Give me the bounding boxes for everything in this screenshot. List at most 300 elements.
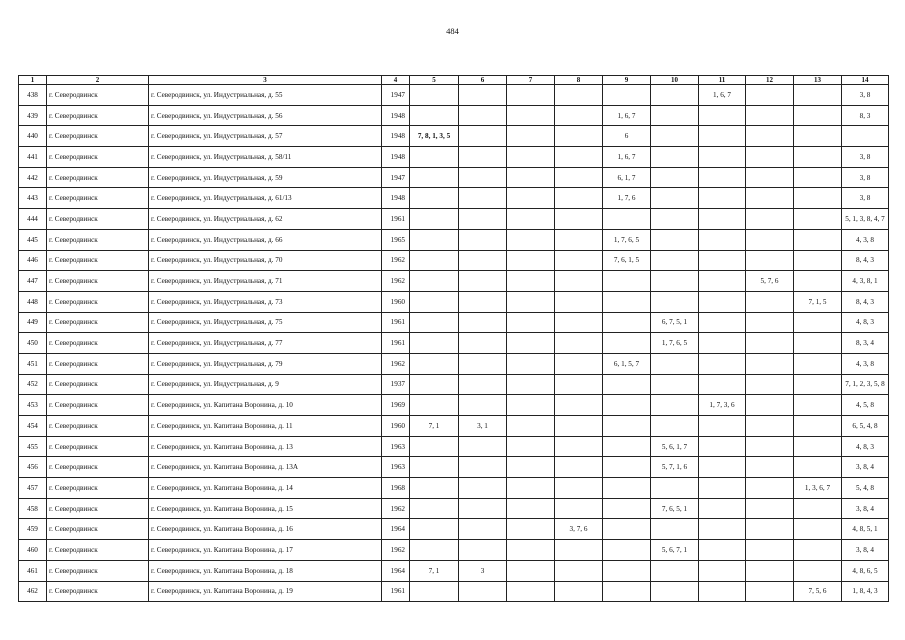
table-cell-col-5 <box>410 85 459 106</box>
table-cell-col-2: г. Северодвинск <box>47 478 149 499</box>
table-cell-col-4: 1960 <box>382 416 410 437</box>
table-cell-col-2: г. Северодвинск <box>47 519 149 540</box>
table-cell-col-14: 4, 8, 3 <box>842 312 889 333</box>
table-cell-col-12 <box>746 105 794 126</box>
table-cell-col-1: 459 <box>19 519 47 540</box>
table-cell-col-12 <box>746 581 794 602</box>
table-cell-col-5 <box>410 291 459 312</box>
table-cell-col-7 <box>507 209 555 230</box>
table-cell-col-11 <box>699 581 746 602</box>
table-cell-col-8 <box>555 209 603 230</box>
table-cell-col-9 <box>603 374 651 395</box>
table-cell-col-14: 6, 5, 4, 8 <box>842 416 889 437</box>
table-cell-col-14: 4, 3, 8 <box>842 353 889 374</box>
table-cell-col-6 <box>459 498 507 519</box>
table-cell-col-5 <box>410 498 459 519</box>
table-cell-col-10 <box>651 229 699 250</box>
table-cell-col-9: 1, 7, 6, 5 <box>603 229 651 250</box>
table-row <box>19 312 889 333</box>
table-cell-col-5 <box>410 229 459 250</box>
table-cell-col-3: г. Северодвинск, ул. Индустриальная, д. 66 <box>149 229 382 250</box>
table-cell-col-6 <box>459 105 507 126</box>
table-cell-col-6 <box>459 353 507 374</box>
table-cell-col-5 <box>410 457 459 478</box>
table-cell-col-6 <box>459 478 507 499</box>
table-cell-col-10 <box>651 353 699 374</box>
table-cell-col-1: 455 <box>19 436 47 457</box>
table-cell-col-8 <box>555 105 603 126</box>
table-cell-col-3: г. Северодвинск, ул. Капитана Воронина, д. 16 <box>149 519 382 540</box>
table-cell-col-4: 1962 <box>382 250 410 271</box>
table-cell-col-8 <box>555 581 603 602</box>
table-cell-col-13 <box>794 416 842 437</box>
table-cell-col-6 <box>459 229 507 250</box>
table-cell-col-13 <box>794 85 842 106</box>
table-cell-col-6 <box>459 147 507 168</box>
table-cell-col-11 <box>699 291 746 312</box>
table-cell-col-3: г. Северодвинск, ул. Капитана Воронина, д. 14 <box>149 478 382 499</box>
table-cell-col-13 <box>794 147 842 168</box>
table-cell-col-3: г. Северодвинск, ул. Капитана Воронина, д. 17 <box>149 540 382 561</box>
table-cell-col-9 <box>603 271 651 292</box>
table-cell-col-14: 8, 3, 4 <box>842 333 889 354</box>
table-cell-col-3: г. Северодвинск, ул. Капитана Воронина, д. 13 <box>149 436 382 457</box>
table-cell-col-12 <box>746 126 794 147</box>
table-cell-col-11 <box>699 167 746 188</box>
table-cell-col-2: г. Северодвинск <box>47 498 149 519</box>
table-cell-col-11 <box>699 478 746 499</box>
table-cell-col-14: 8, 4, 3 <box>842 250 889 271</box>
table-cell-col-8 <box>555 229 603 250</box>
table-cell-col-9 <box>603 498 651 519</box>
table-row <box>19 291 889 312</box>
table-cell-col-4: 1961 <box>382 333 410 354</box>
table-cell-col-7 <box>507 353 555 374</box>
table-cell-col-13 <box>794 126 842 147</box>
column-header-14: 14 <box>842 76 889 85</box>
table-cell-col-4: 1963 <box>382 436 410 457</box>
table-cell-col-13: 7, 5, 6 <box>794 581 842 602</box>
table-cell-col-13 <box>794 250 842 271</box>
table-row <box>19 519 889 540</box>
table-cell-col-6: 3 <box>459 560 507 581</box>
table-cell-col-8 <box>555 167 603 188</box>
table-cell-col-7 <box>507 147 555 168</box>
table-cell-col-2: г. Северодвинск <box>47 581 149 602</box>
table-cell-col-8 <box>555 353 603 374</box>
table-cell-col-3: г. Северодвинск, ул. Капитана Воронина, д. 19 <box>149 581 382 602</box>
table-cell-col-3: г. Северодвинск, ул. Индустриальная, д. 56 <box>149 105 382 126</box>
table-cell-col-11 <box>699 312 746 333</box>
table-cell-col-9: 1, 6, 7 <box>603 147 651 168</box>
table-cell-col-9 <box>603 457 651 478</box>
table-cell-col-1: 439 <box>19 105 47 126</box>
table-cell-col-11 <box>699 498 746 519</box>
table-cell-col-11 <box>699 560 746 581</box>
table-cell-col-8: 3, 7, 6 <box>555 519 603 540</box>
table-cell-col-7 <box>507 395 555 416</box>
table-cell-col-1: 440 <box>19 126 47 147</box>
table-cell-col-4: 1961 <box>382 312 410 333</box>
table-row <box>19 560 889 581</box>
table-cell-col-4: 1964 <box>382 560 410 581</box>
table-cell-col-2: г. Северодвинск <box>47 457 149 478</box>
table-cell-col-1: 448 <box>19 291 47 312</box>
table-cell-col-2: г. Северодвинск <box>47 147 149 168</box>
table-cell-col-7 <box>507 498 555 519</box>
table-cell-col-14: 3, 8 <box>842 167 889 188</box>
table-cell-col-12 <box>746 478 794 499</box>
table-row <box>19 209 889 230</box>
table-cell-col-14: 3, 8, 4 <box>842 540 889 561</box>
table-cell-col-9: 6, 1, 5, 7 <box>603 353 651 374</box>
table-row <box>19 229 889 250</box>
table-cell-col-5 <box>410 147 459 168</box>
housing-register-table <box>18 75 889 602</box>
table-cell-col-12 <box>746 560 794 581</box>
table-cell-col-1: 457 <box>19 478 47 499</box>
table-cell-col-11 <box>699 209 746 230</box>
table-cell-col-7 <box>507 436 555 457</box>
table-cell-col-5 <box>410 188 459 209</box>
table-cell-col-1: 458 <box>19 498 47 519</box>
table-cell-col-14: 3, 8 <box>842 147 889 168</box>
table-cell-col-4: 1960 <box>382 291 410 312</box>
table-cell-col-13 <box>794 312 842 333</box>
table-cell-col-4: 1948 <box>382 105 410 126</box>
table-cell-col-14: 4, 5, 8 <box>842 395 889 416</box>
table-cell-col-13 <box>794 333 842 354</box>
table-cell-col-7 <box>507 333 555 354</box>
table-cell-col-11 <box>699 519 746 540</box>
table-cell-col-4: 1947 <box>382 85 410 106</box>
table-cell-col-2: г. Северодвинск <box>47 333 149 354</box>
table-cell-col-5 <box>410 436 459 457</box>
table-cell-col-4: 1948 <box>382 188 410 209</box>
table-row <box>19 540 889 561</box>
table-cell-col-1: 443 <box>19 188 47 209</box>
table-cell-col-6 <box>459 312 507 333</box>
table-cell-col-14: 3, 8 <box>842 85 889 106</box>
table-cell-col-10: 5, 7, 1, 6 <box>651 457 699 478</box>
column-header-5: 5 <box>410 76 459 85</box>
table-cell-col-2: г. Северодвинск <box>47 209 149 230</box>
table-cell-col-5 <box>410 250 459 271</box>
table-cell-col-1: 444 <box>19 209 47 230</box>
table-cell-col-5 <box>410 312 459 333</box>
table-cell-col-3: г. Северодвинск, ул. Индустриальная, д. 79 <box>149 353 382 374</box>
table-cell-col-2: г. Северодвинск <box>47 229 149 250</box>
table-cell-col-7 <box>507 312 555 333</box>
table-cell-col-5: 7, 1 <box>410 560 459 581</box>
table-cell-col-12 <box>746 291 794 312</box>
table-row <box>19 167 889 188</box>
table-cell-col-5 <box>410 333 459 354</box>
table-cell-col-13 <box>794 519 842 540</box>
table-cell-col-6 <box>459 167 507 188</box>
table-cell-col-13 <box>794 436 842 457</box>
table-cell-col-10 <box>651 85 699 106</box>
table-cell-col-1: 445 <box>19 229 47 250</box>
table-cell-col-8 <box>555 147 603 168</box>
table-cell-col-13 <box>794 457 842 478</box>
table-cell-col-8 <box>555 271 603 292</box>
table-cell-col-14: 5, 4, 8 <box>842 478 889 499</box>
table-cell-col-8 <box>555 291 603 312</box>
table-cell-col-14: 8, 3 <box>842 105 889 126</box>
table-cell-col-2: г. Северодвинск <box>47 85 149 106</box>
table-cell-col-2: г. Северодвинск <box>47 540 149 561</box>
table-cell-col-7 <box>507 457 555 478</box>
table-row <box>19 85 889 106</box>
table-cell-col-7 <box>507 188 555 209</box>
table-cell-col-2: г. Северодвинск <box>47 291 149 312</box>
table-cell-col-1: 447 <box>19 271 47 292</box>
table-cell-col-12 <box>746 188 794 209</box>
table-cell-col-6 <box>459 291 507 312</box>
table-cell-col-14: 3, 8, 4 <box>842 498 889 519</box>
table-row <box>19 353 889 374</box>
table-cell-col-13: 7, 1, 5 <box>794 291 842 312</box>
table-cell-col-13 <box>794 540 842 561</box>
table-cell-col-9 <box>603 519 651 540</box>
table-row <box>19 457 889 478</box>
table-cell-col-12 <box>746 312 794 333</box>
table-cell-col-8 <box>555 250 603 271</box>
table-cell-col-10: 7, 6, 5, 1 <box>651 498 699 519</box>
table-cell-col-4: 1962 <box>382 498 410 519</box>
table-cell-col-9: 6 <box>603 126 651 147</box>
table-cell-col-8 <box>555 312 603 333</box>
table-cell-col-3: г. Северодвинск, ул. Индустриальная, д. 71 <box>149 271 382 292</box>
table-cell-col-12 <box>746 167 794 188</box>
table-cell-col-9 <box>603 312 651 333</box>
table-cell-col-1: 450 <box>19 333 47 354</box>
table-cell-col-8 <box>555 457 603 478</box>
table-cell-col-8 <box>555 188 603 209</box>
table-cell-col-7 <box>507 271 555 292</box>
table-cell-col-11 <box>699 105 746 126</box>
table-cell-col-13 <box>794 271 842 292</box>
table-row <box>19 498 889 519</box>
table-cell-col-6: 3, 1 <box>459 416 507 437</box>
table-cell-col-14: 1, 8, 4, 3 <box>842 581 889 602</box>
table-cell-col-7 <box>507 167 555 188</box>
table-cell-col-10 <box>651 374 699 395</box>
table-cell-col-14: 4, 8, 3 <box>842 436 889 457</box>
table-cell-col-2: г. Северодвинск <box>47 395 149 416</box>
table-cell-col-2: г. Северодвинск <box>47 353 149 374</box>
column-header-13: 13 <box>794 76 842 85</box>
table-cell-col-10 <box>651 188 699 209</box>
table-cell-col-2: г. Северодвинск <box>47 188 149 209</box>
table-cell-col-4: 1962 <box>382 271 410 292</box>
table-cell-col-14: 4, 8, 5, 1 <box>842 519 889 540</box>
table-cell-col-9: 6, 1, 7 <box>603 167 651 188</box>
table-cell-col-12 <box>746 416 794 437</box>
column-header-4: 4 <box>382 76 410 85</box>
table-cell-col-12 <box>746 395 794 416</box>
table-cell-col-11 <box>699 374 746 395</box>
table-cell-col-3: г. Северодвинск, ул. Индустриальная, д. 9 <box>149 374 382 395</box>
table-cell-col-6 <box>459 333 507 354</box>
table-cell-col-4: 1961 <box>382 209 410 230</box>
table-cell-col-14: 4, 8, 6, 5 <box>842 560 889 581</box>
table-cell-col-11 <box>699 271 746 292</box>
table-cell-col-3: г. Северодвинск, ул. Капитана Воронина, д. 13А <box>149 457 382 478</box>
table-cell-col-5 <box>410 353 459 374</box>
table-cell-col-1: 461 <box>19 560 47 581</box>
table-cell-col-3: г. Северодвинск, ул. Капитана Воронина, д. 15 <box>149 498 382 519</box>
column-header-2: 2 <box>47 76 149 85</box>
table-cell-col-7 <box>507 478 555 499</box>
table-cell-col-9 <box>603 540 651 561</box>
table-cell-col-3: г. Северодвинск, ул. Индустриальная, д. 57 <box>149 126 382 147</box>
table-cell-col-10 <box>651 291 699 312</box>
table-cell-col-14: 4, 3, 8 <box>842 229 889 250</box>
table-cell-col-6 <box>459 519 507 540</box>
table-cell-col-1: 451 <box>19 353 47 374</box>
table-cell-col-10 <box>651 395 699 416</box>
table-cell-col-12 <box>746 250 794 271</box>
column-header-8: 8 <box>555 76 603 85</box>
table-cell-col-12 <box>746 229 794 250</box>
table-cell-col-4: 1948 <box>382 126 410 147</box>
table-cell-col-9 <box>603 560 651 581</box>
table-cell-col-3: г. Северодвинск, ул. Индустриальная, д. 70 <box>149 250 382 271</box>
table-cell-col-13 <box>794 229 842 250</box>
table-row <box>19 271 889 292</box>
table-cell-col-10 <box>651 560 699 581</box>
column-header-9: 9 <box>603 76 651 85</box>
table-cell-col-7 <box>507 374 555 395</box>
table-cell-col-4: 1964 <box>382 519 410 540</box>
table-cell-col-4: 1965 <box>382 229 410 250</box>
table-row <box>19 416 889 437</box>
table-cell-col-10 <box>651 250 699 271</box>
table-row <box>19 581 889 602</box>
table-cell-col-5 <box>410 105 459 126</box>
column-header-10: 10 <box>651 76 699 85</box>
table-cell-col-11 <box>699 188 746 209</box>
table-cell-col-2: г. Северодвинск <box>47 126 149 147</box>
table-cell-col-1: 456 <box>19 457 47 478</box>
table-cell-col-8 <box>555 540 603 561</box>
table-cell-col-12 <box>746 333 794 354</box>
table-cell-col-5 <box>410 581 459 602</box>
table-cell-col-9: 1, 6, 7 <box>603 105 651 126</box>
table-cell-col-13 <box>794 560 842 581</box>
table-cell-col-2: г. Северодвинск <box>47 374 149 395</box>
table-cell-col-11 <box>699 250 746 271</box>
table-cell-col-3: г. Северодвинск, ул. Индустриальная, д. 73 <box>149 291 382 312</box>
table-cell-col-7 <box>507 126 555 147</box>
table-cell-col-13 <box>794 374 842 395</box>
table-cell-col-9 <box>603 436 651 457</box>
table-row <box>19 395 889 416</box>
table-cell-col-3: г. Северодвинск, ул. Индустриальная, д. 61/13 <box>149 188 382 209</box>
table-cell-col-3: г. Северодвинск, ул. Капитана Воронина, д. 18 <box>149 560 382 581</box>
table-cell-col-5 <box>410 478 459 499</box>
table-cell-col-2: г. Северодвинск <box>47 312 149 333</box>
table-cell-col-5: 7, 1 <box>410 416 459 437</box>
table-cell-col-3: г. Северодвинск, ул. Индустриальная, д. 77 <box>149 333 382 354</box>
table-cell-col-8 <box>555 126 603 147</box>
table-cell-col-13 <box>794 188 842 209</box>
table-cell-col-11 <box>699 416 746 437</box>
table-cell-col-2: г. Северодвинск <box>47 105 149 126</box>
table-cell-col-10 <box>651 105 699 126</box>
table-cell-col-7 <box>507 560 555 581</box>
table-cell-col-12 <box>746 209 794 230</box>
table-cell-col-3: г. Северодвинск, ул. Индустриальная, д. 58/11 <box>149 147 382 168</box>
table-cell-col-14: 4, 3, 8, 1 <box>842 271 889 292</box>
table-cell-col-4: 1969 <box>382 395 410 416</box>
table-cell-col-4: 1968 <box>382 478 410 499</box>
table-cell-col-6 <box>459 395 507 416</box>
table-cell-col-12 <box>746 457 794 478</box>
table-cell-col-7 <box>507 416 555 437</box>
table-cell-col-9 <box>603 581 651 602</box>
table-cell-col-5 <box>410 540 459 561</box>
table-cell-col-6 <box>459 126 507 147</box>
table-row <box>19 105 889 126</box>
table-cell-col-3: г. Северодвинск, ул. Капитана Воронина, д. 11 <box>149 416 382 437</box>
table-cell-col-11 <box>699 333 746 354</box>
table-cell-col-13 <box>794 353 842 374</box>
table-cell-col-11 <box>699 353 746 374</box>
table-row <box>19 436 889 457</box>
table-cell-col-11: 1, 7, 3, 6 <box>699 395 746 416</box>
table-cell-col-6 <box>459 250 507 271</box>
table-cell-col-13 <box>794 498 842 519</box>
table-cell-col-8 <box>555 395 603 416</box>
table-cell-col-12 <box>746 374 794 395</box>
table-cell-col-4: 1962 <box>382 353 410 374</box>
table-cell-col-9 <box>603 85 651 106</box>
column-header-6: 6 <box>459 76 507 85</box>
table-cell-col-10 <box>651 147 699 168</box>
table-row <box>19 333 889 354</box>
table-cell-col-13 <box>794 105 842 126</box>
table-cell-col-8 <box>555 85 603 106</box>
table-cell-col-9 <box>603 478 651 499</box>
table-cell-col-4: 1937 <box>382 374 410 395</box>
table-cell-col-10 <box>651 416 699 437</box>
table-cell-col-11 <box>699 229 746 250</box>
table-cell-col-6 <box>459 436 507 457</box>
table-cell-col-8 <box>555 498 603 519</box>
table-cell-col-9 <box>603 333 651 354</box>
table-row <box>19 188 889 209</box>
table-cell-col-12 <box>746 540 794 561</box>
table-cell-col-11: 1, 6, 7 <box>699 85 746 106</box>
table-row <box>19 250 889 271</box>
table-cell-col-11 <box>699 126 746 147</box>
table-cell-col-1: 449 <box>19 312 47 333</box>
table-cell-col-3: г. Северодвинск, ул. Капитана Воронина, д. 10 <box>149 395 382 416</box>
table-cell-col-4: 1947 <box>382 167 410 188</box>
table-cell-col-14: 7, 1, 2, 3, 5, 8 <box>842 374 889 395</box>
table-cell-col-12: 5, 7, 6 <box>746 271 794 292</box>
table-cell-col-12 <box>746 85 794 106</box>
table-cell-col-1: 441 <box>19 147 47 168</box>
table-cell-col-8 <box>555 416 603 437</box>
table-cell-col-7 <box>507 581 555 602</box>
table-cell-col-8 <box>555 374 603 395</box>
table-cell-col-2: г. Северодвинск <box>47 167 149 188</box>
table-cell-col-13 <box>794 395 842 416</box>
